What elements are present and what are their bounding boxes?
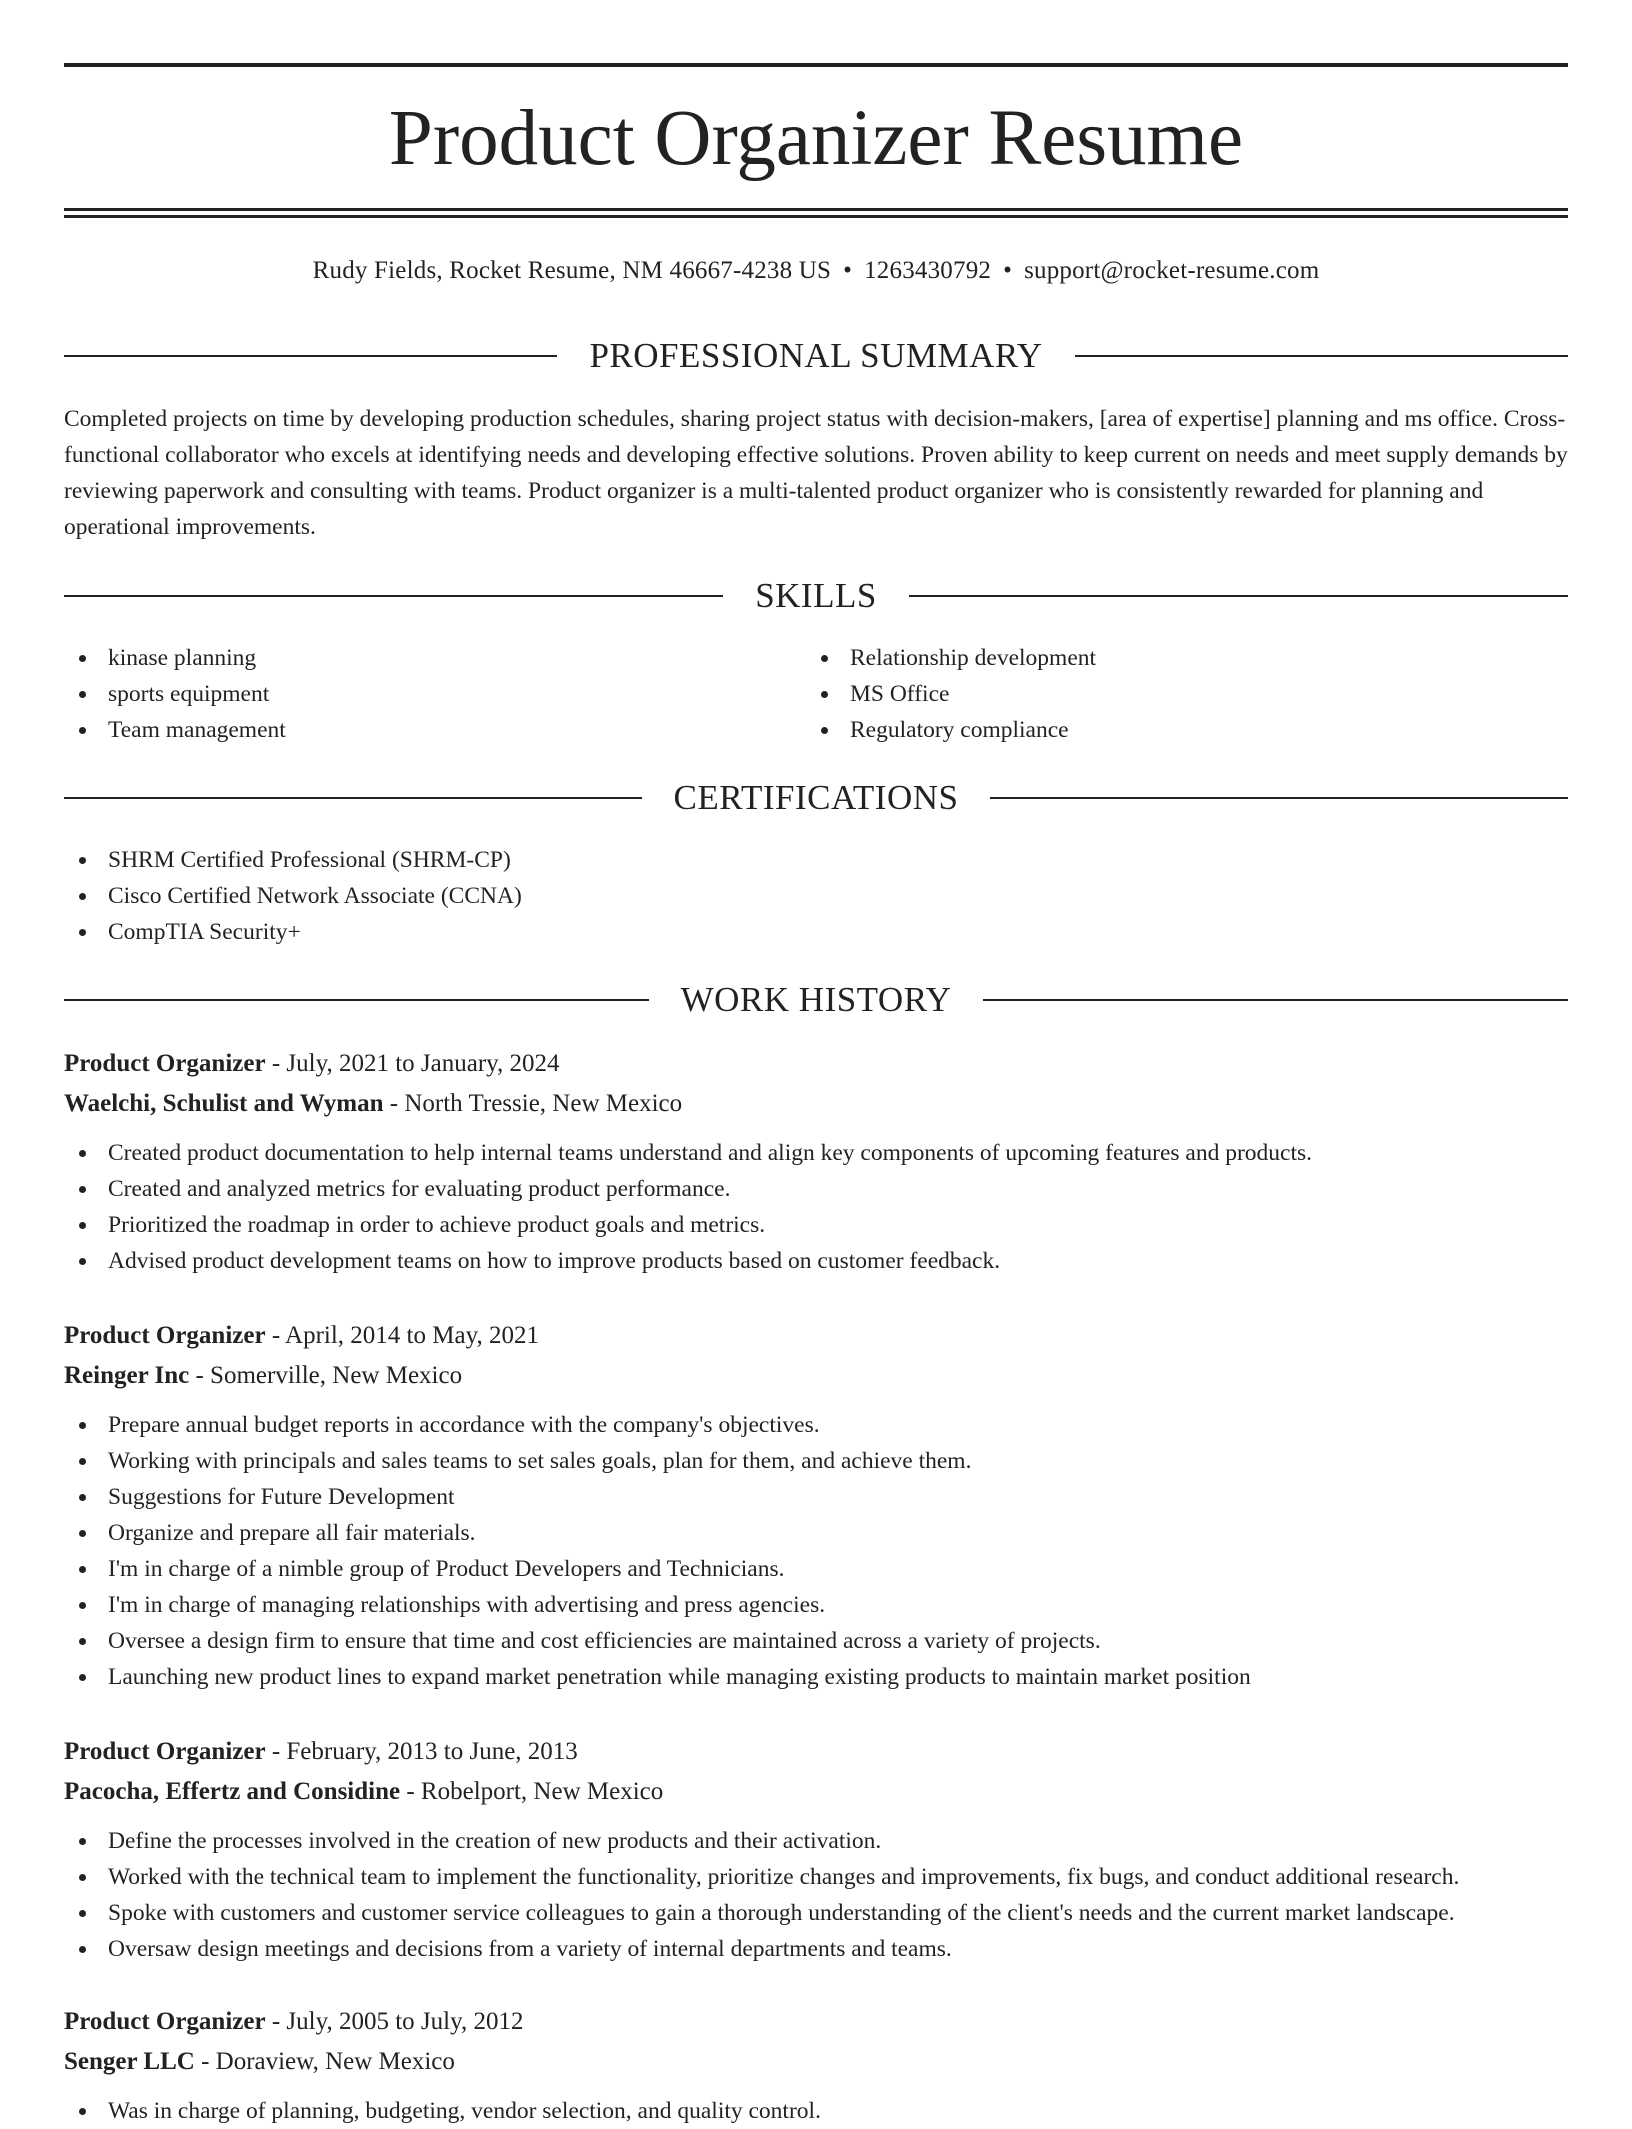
job-bullet: Oversee a design firm to ensure that time and cost efficiencies are maintained across a variety of projects. (64, 1623, 1568, 1659)
job-entry (64, 1732, 1568, 1967)
contact-line (64, 254, 1568, 288)
job-bullet: Created and analyzed metrics for evaluating product performance. (64, 1171, 1568, 1207)
section-header-work-history (64, 978, 1568, 1022)
job-title-line (64, 2002, 1568, 2042)
job-bullets (64, 1823, 1568, 1967)
job-entry (64, 2002, 1568, 2129)
job-bullet: Prepare annual budget reports in accordance with the company's objectives. (64, 1407, 1568, 1443)
job-title: Product Organizer (64, 2008, 266, 2035)
skill-item: Relationship development (806, 640, 1096, 676)
skills-list-right (806, 640, 1096, 748)
section-title: PROFESSIONAL SUMMARY (589, 336, 1043, 375)
job-bullet: Launching new product lines to expand market penetration while managing existing products to maintain market position (64, 1659, 1568, 1695)
job-bullet: I'm in charge of a nimble group of Product Developers and Technicians. (64, 1551, 1568, 1587)
job-dates: - February, 2013 to June, 2013 (265, 1738, 578, 1765)
certification-item: CompTIA Security+ (64, 914, 522, 950)
job-company: Senger LLC (64, 2048, 195, 2075)
job-bullet: Worked with the technical team to implement the functionality, prioritize changes and improvements, fix bugs, and conduct additional research. (64, 1859, 1568, 1895)
job-bullets (64, 2093, 1568, 2129)
job-company: Pacocha, Effertz and Considine (64, 1778, 401, 1805)
section-rule (1075, 355, 1568, 357)
job-bullet: Working with principals and sales teams to set sales goals, plan for them, and achieve them. (64, 1443, 1568, 1479)
job-entry (64, 1044, 1568, 1279)
job-dates: - July, 2021 to January, 2024 (265, 1050, 560, 1077)
skill-item: Regulatory compliance (806, 712, 1096, 748)
contact-separator: • (1003, 257, 1013, 284)
section-header-summary (64, 334, 1568, 378)
section-title: SKILLS (755, 576, 877, 615)
certification-item: Cisco Certified Network Associate (CCNA) (64, 878, 522, 914)
skill-item: MS Office (806, 676, 1096, 712)
job-bullet: Define the processes involved in the creation of new products and their activation. (64, 1823, 1568, 1859)
resume-title: Product Organizer Resume (388, 95, 1244, 182)
summary-text: Completed projects on time by developing production schedules, sharing project status with decision-makers, [area of expertise] planning and ms office. Cross-functional collaborator who excels at identifying needs and developing effective solutions. Proven ability to keep current on needs and meet supply demands by reviewing paperwork and consulting with teams. Product organizer is a multi-talented product organizer who is consistently rewarded for planning and operational improvements. (64, 406, 1568, 540)
skill-item: sports equipment (64, 676, 286, 712)
job-location: - Doraview, New Mexico (194, 2048, 455, 2075)
certification-item: SHRM Certified Professional (SHRM-CP) (64, 842, 522, 878)
job-bullet: Was in charge of planning, budgeting, vendor selection, and quality control. (64, 2093, 1568, 2129)
job-title-line (64, 1732, 1568, 1772)
section-rule (64, 595, 723, 597)
job-company-line (64, 1772, 1568, 1812)
contact-phone: 1263430792 (864, 257, 992, 284)
section-rule (64, 999, 649, 1001)
job-title: Product Organizer (64, 1322, 266, 1349)
section-rule (64, 797, 642, 799)
job-title-line (64, 1316, 1568, 1356)
job-company-line (64, 1084, 1568, 1124)
title-rule-upper (64, 208, 1568, 211)
job-bullet: Advised product development teams on how to improve products based on customer feedback. (64, 1243, 1568, 1279)
job-company: Reinger Inc (64, 1362, 190, 1389)
certifications-list (64, 842, 522, 950)
job-title: Product Organizer (64, 1738, 266, 1765)
section-rule (64, 355, 557, 357)
job-title-line (64, 1044, 1568, 1084)
job-bullet: Organize and prepare all fair materials. (64, 1515, 1568, 1551)
job-bullet: I'm in charge of managing relationships with advertising and press agencies. (64, 1587, 1568, 1623)
job-entry (64, 1316, 1568, 1695)
contact-address: Rudy Fields, Rocket Resume, NM 46667-4238 US (312, 257, 832, 284)
job-location: - North Tressie, New Mexico (383, 1090, 683, 1117)
section-header-skills (64, 574, 1568, 618)
job-dates: - April, 2014 to May, 2021 (265, 1322, 539, 1349)
job-bullets (64, 1135, 1568, 1279)
job-location: - Robelport, New Mexico (400, 1778, 664, 1805)
contact-separator: • (843, 257, 853, 284)
job-bullet: Spoke with customers and customer service colleagues to gain a thorough understanding of the client's needs and the current market landscape. (64, 1895, 1568, 1931)
top-rule (64, 63, 1568, 67)
job-bullet: Prioritized the roadmap in order to achieve product goals and metrics. (64, 1207, 1568, 1243)
job-company-line (64, 2042, 1568, 2082)
contact-email: support@rocket-resume.com (1024, 257, 1320, 284)
section-title: WORK HISTORY (680, 980, 952, 1019)
skill-item: kinase planning (64, 640, 286, 676)
skills-list-left (64, 640, 286, 748)
section-rule (990, 797, 1568, 799)
section-rule (983, 999, 1568, 1001)
section-rule (909, 595, 1568, 597)
job-location: - Somerville, New Mexico (189, 1362, 463, 1389)
section-title: CERTIFICATIONS (673, 778, 959, 817)
job-bullets (64, 1407, 1568, 1695)
job-title: Product Organizer (64, 1050, 266, 1077)
section-header-certifications (64, 776, 1568, 820)
skill-item: Team management (64, 712, 286, 748)
job-company-line (64, 1356, 1568, 1396)
title-rule-lower (64, 215, 1568, 218)
job-dates: - July, 2005 to July, 2012 (265, 2008, 524, 2035)
job-bullet: Oversaw design meetings and decisions from a variety of internal departments and teams. (64, 1931, 1568, 1967)
job-bullet: Created product documentation to help internal teams understand and align key components of upcoming features and products. (64, 1135, 1568, 1171)
job-bullet: Suggestions for Future Development (64, 1479, 1568, 1515)
job-company: Waelchi, Schulist and Wyman (64, 1090, 384, 1117)
